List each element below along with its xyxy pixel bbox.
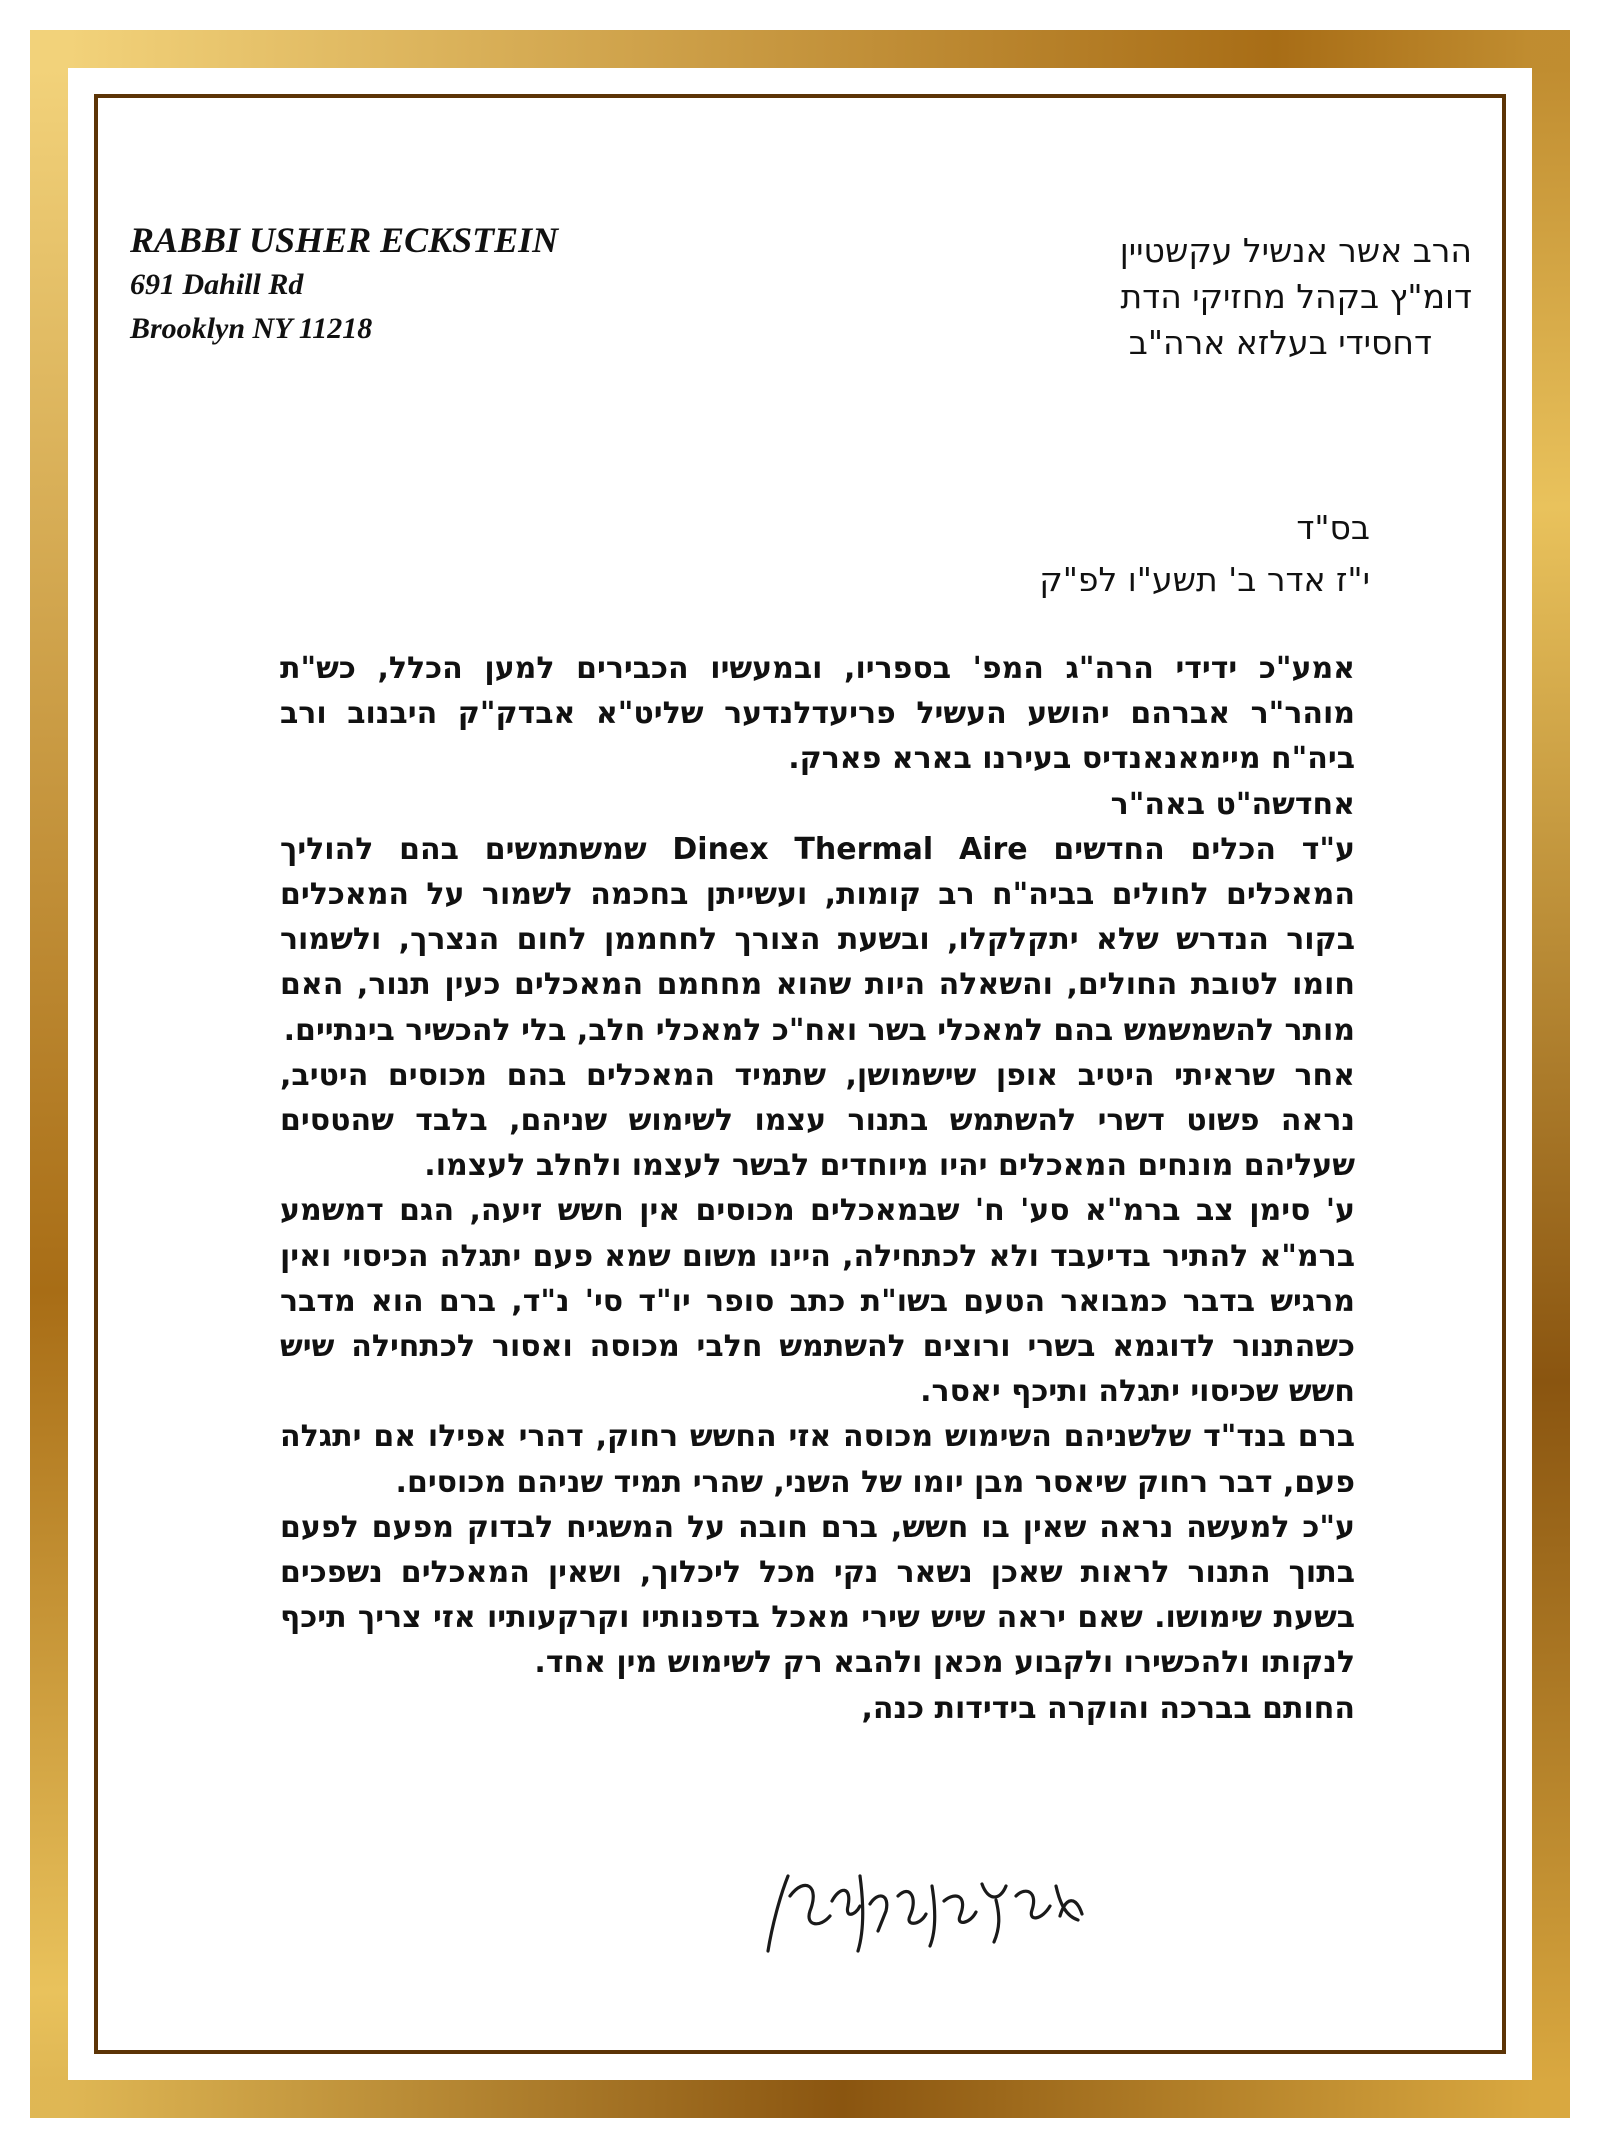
letter-body — [280, 646, 1355, 1731]
letterhead-hebrew-line2: דומ"ץ בקהל מחזיקי הדת — [1120, 277, 1472, 316]
letterhead-name-english: RABBI USHER ECKSTEIN — [130, 220, 559, 260]
body-paragraph-observation: אחר שראיתי היטיב אופן שישמושן, שתמיד המאכלים בהם מכוסים היטיב, נראה פשוט דשרי להשתמש בתנור עצמו לשימוש שניהם, בלבד שהטסים שעליהם מונחים המאכלים יהיו מיוחדים לבשר לעצמו ולחלב לעצמו. — [280, 1057, 1355, 1184]
letter-date: י"ז אדר ב' תשע"ו לפ"ק — [1039, 560, 1370, 599]
hebrew-letterhead — [1120, 228, 1472, 366]
english-letterhead — [130, 222, 558, 358]
body-paragraph-greeting: אחדשה"ט באה"ר — [1110, 786, 1355, 822]
handwritten-signature — [760, 1856, 1090, 1966]
bsd-header: בס"ד — [1296, 508, 1370, 547]
body-paragraph-addressee: אמע"כ ידידי הרה"ג המפ' בספריו, ובמעשיו הכבירים למען הכלל, כש"ת מוהר"ר אברהם יהושע העשיל פריעדלנדער שליט"א אבדק"ק היבנוב ורב ביה"ח מיימאנאנדיס בעירנו בארא פארק. — [280, 651, 1355, 777]
date-block — [1039, 502, 1370, 606]
body-paragraph-reasoning: ברם בנד"ד שלשניהם השימוש מכוסה אזי החשש רחוק, דהרי אפילו אם יתגלה פעם, דבר רחוק שיאסר מבן יומו של השני, שהרי תמיד שניהם מכוסים. — [280, 1419, 1355, 1500]
signature-scribble-icon — [760, 1856, 1090, 1966]
letterhead-street: 691 Dahill Rd — [130, 268, 304, 301]
letterhead-city: Brooklyn NY 11218 — [130, 312, 373, 345]
body-paragraph-ruling: ע"כ למעשה נראה שאין בו חשש, ברם חובה על המשגיח לבדוק מפעם לפעם בתוך התנור לראות שאכן נשאר נקי מכל ליכלוך, ושאין המאכלים נשפכים בשעת שימושו. שאם יראה שיש שירי מאכל בדפנותיו וקרקעותיו אזי צריך תיכף לנקותו ולהכשירו ולקבוע מכאן ולהבא רק לשימוש מין אחד. — [280, 1509, 1355, 1681]
letterhead-hebrew-line1: הרב אשר אנשיל עקשטיין — [1119, 231, 1472, 270]
body-paragraph-closing: החותם בברכה והוקרה בידידות כנה, — [861, 1690, 1355, 1726]
letterhead-hebrew-line3: דחסידי בעלזא ארה"ב — [1128, 323, 1432, 362]
body-paragraph-source: ע' סימן צב ברמ"א סע' ח' שבמאכלים מכוסים אין חשש זיעה, הגם דמשמע ברמ"א להתיר בדיעבד ולא לכתחילה, היינו משום שמא פעם יתגלה הכיסוי ואין מרגיש בדבר כמבואר הטעם בשו"ת כתב סופר יו"ד סי' נ"ד, ברם הוא מדבר כשהתנור לדוגמא בשרי ורוצים להשתמש חלבי מכוסה ואסור לכתחילה שיש חשש שכיסוי יתגלה ותיכף יאסר. — [280, 1193, 1355, 1410]
body-paragraph-question: ע"ד הכלים החדשים Dinex Thermal Aire שמשתמשים בהם להוליך המאכלים לחולים בביה"ח רב קומות, ועשייתן בחכמה לשמור על המאכלים בקור הנדרש שלא יתקלקלו, ובשעת הצורך לחחממן לחום הנצרך, ולשמור חומו לטובת החולים, והשאלה היות שהוא מחחמם המאכלים כעין תנור, האם מותר להשמשמש בהם למאכלי בשר ואח"כ למאכלי חלב, בלי להכשיר בינתיים. — [280, 831, 1355, 1048]
